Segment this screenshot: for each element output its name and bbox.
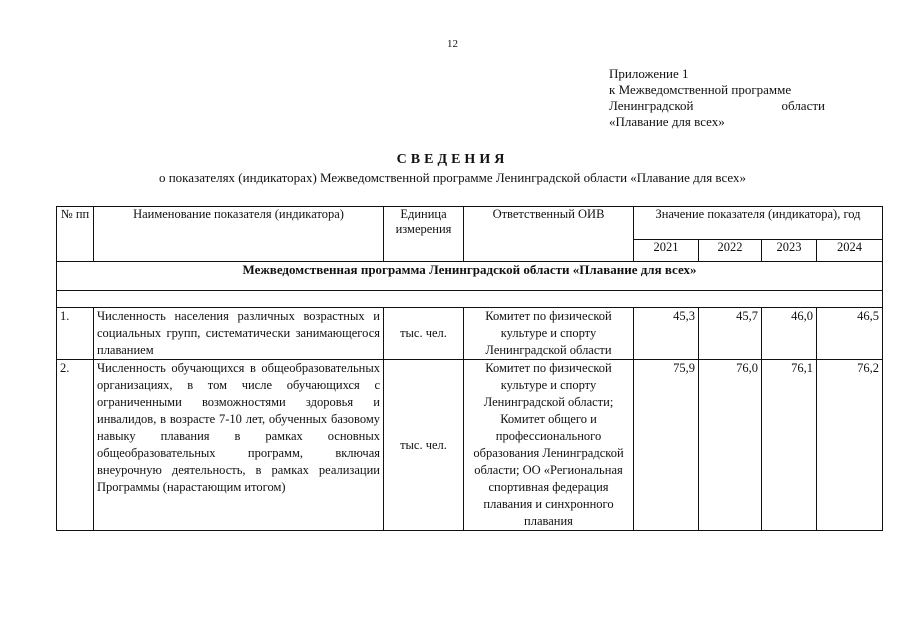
- row-value: 46,0: [762, 308, 817, 360]
- header-year: 2023: [762, 240, 817, 262]
- appendix-line-3: [609, 98, 825, 114]
- spacer-row: [57, 291, 883, 308]
- row-num: 1.: [57, 308, 94, 360]
- table-row: [57, 360, 883, 531]
- header-unit: Единица измерения: [384, 207, 464, 262]
- row-value: 76,2: [817, 360, 883, 531]
- table-row: [57, 308, 883, 360]
- header-year: 2024: [817, 240, 883, 262]
- header-num: № пп: [57, 207, 94, 262]
- row-num: 2.: [57, 360, 94, 531]
- spacer-cell: [57, 291, 883, 308]
- row-name: Численность обучающихся в общеобразовательных организациях, в том числе обучающихся с ограниченными возможностями здоровья и инвалидов, в возрасте 7-10 лет, обученных базовому навыку плавания в рамках основных общеобразовательных программ, включая внеурочную деятельность, в рамках реализации Программы (нарастающим итогом): [94, 360, 384, 531]
- row-value: 76,0: [699, 360, 762, 531]
- appendix-line-4: «Плавание для всех»: [609, 114, 725, 129]
- page-number: 12: [447, 38, 458, 50]
- header-year: 2021: [634, 240, 699, 262]
- row-oiv: Комитет по физической культуре и спорту Ленинградской области; Комитет общего и профессионального образования Ленинградской области; ОО «Региональная спортивная федерация плавания и синхронного плавания: [464, 360, 634, 531]
- program-row: [57, 262, 883, 291]
- document-subtitle: о показателях (индикаторах) Межведомственной программе Ленинградской области «Плавание для всех»: [158, 170, 747, 185]
- indicators-table: [56, 206, 883, 531]
- appendix-line-3a: Ленинградской: [609, 98, 694, 113]
- row-name: Численность населения различных возрастных и социальных групп, систематически занимающегося плаванием: [94, 308, 384, 360]
- header-name: Наименование показателя (индикатора): [94, 207, 384, 262]
- header-oiv: Ответственный ОИВ: [464, 207, 634, 262]
- header-row: [57, 207, 883, 240]
- appendix-line-1: Приложение 1: [609, 66, 689, 81]
- row-value: 75,9: [634, 360, 699, 531]
- row-unit: тыс. чел.: [384, 360, 464, 531]
- appendix-note: [609, 66, 825, 130]
- header-year: 2022: [699, 240, 762, 262]
- appendix-line-3b: области: [781, 98, 825, 113]
- header-value: Значение показателя (индикатора), год: [634, 207, 883, 240]
- appendix-line-2: к Межведомственной программе: [609, 82, 792, 97]
- document-title: СВЕДЕНИЯ: [396, 152, 509, 167]
- program-title: Межведомственная программа Ленинградской области «Плавание для всех»: [57, 262, 883, 291]
- row-value: 45,3: [634, 308, 699, 360]
- row-value: 45,7: [699, 308, 762, 360]
- row-oiv: Комитет по физической культуре и спорту Ленинградской области: [464, 308, 634, 360]
- row-value: 76,1: [762, 360, 817, 531]
- row-unit: тыс. чел.: [384, 308, 464, 360]
- row-value: 46,5: [817, 308, 883, 360]
